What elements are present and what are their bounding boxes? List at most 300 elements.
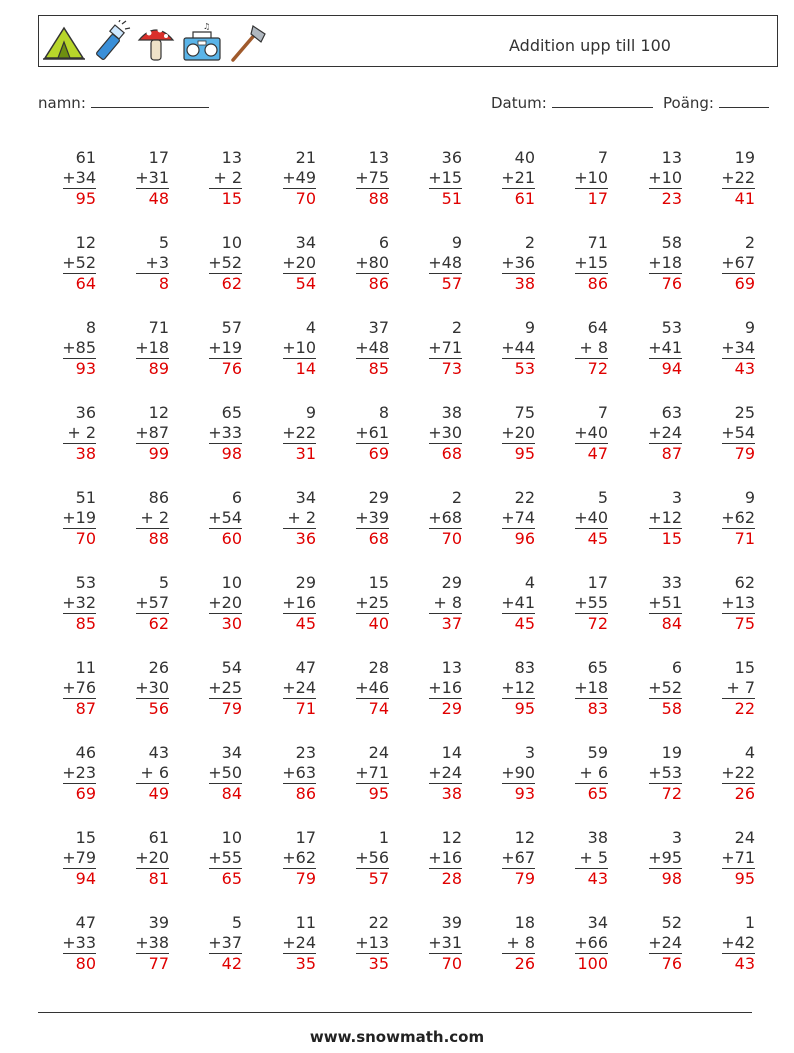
first-addend: 34 <box>221 743 242 762</box>
second-addend: +46 <box>355 678 389 697</box>
first-addend: 6 <box>671 658 682 677</box>
answer: 14 <box>283 358 316 378</box>
answer: 64 <box>63 273 96 293</box>
first-addend: 5 <box>597 488 608 507</box>
second-addend: +41 <box>501 593 535 612</box>
second-addend: +20 <box>282 253 316 272</box>
answer: 60 <box>209 528 242 548</box>
answer: 71 <box>283 698 316 718</box>
first-addend: 1 <box>744 913 755 932</box>
second-addend: +62 <box>282 848 316 867</box>
first-addend: 12 <box>75 233 96 252</box>
addition-problem <box>626 743 682 803</box>
first-addend: 15 <box>368 573 389 592</box>
first-addend: 17 <box>148 148 169 167</box>
answer: 36 <box>283 528 316 548</box>
addition-problem <box>333 913 389 973</box>
first-addend: 61 <box>148 828 169 847</box>
answer: 35 <box>356 953 389 973</box>
first-addend: 13 <box>661 148 682 167</box>
answer: 57 <box>356 868 389 888</box>
score-line <box>719 93 769 108</box>
score-label: Poäng: <box>663 94 714 112</box>
second-addend: +38 <box>135 933 169 952</box>
addition-problem <box>406 488 462 548</box>
second-addend: +52 <box>62 253 96 272</box>
addition-problem <box>113 573 169 633</box>
second-addend: +67 <box>501 848 535 867</box>
addition-problem <box>186 828 242 888</box>
answer: 75 <box>722 613 755 633</box>
answer: 38 <box>429 783 462 803</box>
second-addend: +80 <box>355 253 389 272</box>
second-addend: +40 <box>574 508 608 527</box>
addition-problem <box>552 488 608 548</box>
addition-problem <box>406 233 462 293</box>
first-addend: 5 <box>231 913 242 932</box>
first-addend: 10 <box>221 233 242 252</box>
answer: 43 <box>722 358 755 378</box>
first-addend: 33 <box>661 573 682 592</box>
first-addend: 13 <box>221 148 242 167</box>
addition-problem <box>699 148 755 208</box>
answer: 70 <box>283 188 316 208</box>
addition-problem <box>40 488 96 548</box>
answer: 69 <box>63 783 96 803</box>
answer: 43 <box>575 868 608 888</box>
answer: 93 <box>63 358 96 378</box>
addition-problem <box>113 318 169 378</box>
first-addend: 38 <box>587 828 608 847</box>
first-addend: 13 <box>441 658 462 677</box>
answer: 86 <box>283 783 316 803</box>
first-addend: 29 <box>441 573 462 592</box>
second-addend: +48 <box>428 253 462 272</box>
first-addend: 7 <box>597 148 608 167</box>
first-addend: 14 <box>441 743 462 762</box>
addition-problem <box>186 913 242 973</box>
first-addend: 34 <box>587 913 608 932</box>
second-addend: +10 <box>282 338 316 357</box>
second-addend: +16 <box>428 848 462 867</box>
second-addend: +20 <box>135 848 169 867</box>
first-addend: 58 <box>661 233 682 252</box>
first-addend: 19 <box>661 743 682 762</box>
first-addend: 28 <box>368 658 389 677</box>
second-addend: +22 <box>721 763 755 782</box>
answer: 72 <box>649 783 682 803</box>
addition-problem <box>699 573 755 633</box>
first-addend: 4 <box>524 573 535 592</box>
first-addend: 5 <box>158 573 169 592</box>
answer: 15 <box>209 188 242 208</box>
first-addend: 2 <box>451 318 462 337</box>
second-addend: +87 <box>135 423 169 442</box>
addition-problem <box>479 573 535 633</box>
first-addend: 65 <box>587 658 608 677</box>
answer: 77 <box>136 953 169 973</box>
addition-problem <box>479 913 535 973</box>
answer: 80 <box>63 953 96 973</box>
second-addend: +22 <box>721 168 755 187</box>
answer: 95 <box>722 868 755 888</box>
addition-problem <box>406 828 462 888</box>
answer: 38 <box>502 273 535 293</box>
first-addend: 9 <box>524 318 535 337</box>
answer: 65 <box>575 783 608 803</box>
first-addend: 65 <box>221 403 242 422</box>
first-addend: 53 <box>75 573 96 592</box>
second-addend: +16 <box>428 678 462 697</box>
second-addend: + 2 <box>213 168 242 187</box>
answer: 8 <box>136 273 169 293</box>
first-addend: 6 <box>378 233 389 252</box>
answer: 26 <box>722 783 755 803</box>
date-field[interactable] <box>491 93 653 112</box>
first-addend: 19 <box>734 148 755 167</box>
first-addend: 43 <box>148 743 169 762</box>
addition-problem <box>626 318 682 378</box>
first-addend: 8 <box>378 403 389 422</box>
addition-problem <box>626 828 682 888</box>
answer: 17 <box>575 188 608 208</box>
answer: 51 <box>429 188 462 208</box>
addition-problem <box>552 573 608 633</box>
addition-problem <box>406 913 462 973</box>
addition-problem <box>552 658 608 718</box>
addition-problem <box>40 828 96 888</box>
second-addend: +30 <box>428 423 462 442</box>
addition-problem <box>260 828 316 888</box>
second-addend: +24 <box>282 933 316 952</box>
second-addend: + 8 <box>579 338 608 357</box>
first-addend: 8 <box>85 318 96 337</box>
answer: 35 <box>283 953 316 973</box>
answer: 31 <box>283 443 316 463</box>
name-line <box>91 93 209 108</box>
second-addend: +19 <box>62 508 96 527</box>
addition-problem <box>626 488 682 548</box>
answer: 83 <box>575 698 608 718</box>
second-addend: +71 <box>355 763 389 782</box>
first-addend: 11 <box>75 658 96 677</box>
answer: 98 <box>649 868 682 888</box>
answer: 79 <box>283 868 316 888</box>
first-addend: 10 <box>221 828 242 847</box>
second-addend: + 2 <box>140 508 169 527</box>
first-addend: 12 <box>148 403 169 422</box>
first-addend: 39 <box>148 913 169 932</box>
addition-problem <box>113 148 169 208</box>
addition-problem <box>40 913 96 973</box>
answer: 69 <box>722 273 755 293</box>
second-addend: +33 <box>62 933 96 952</box>
addition-problem <box>479 488 535 548</box>
first-addend: 23 <box>295 743 316 762</box>
addition-problem <box>186 148 242 208</box>
first-addend: 17 <box>295 828 316 847</box>
answer: 45 <box>575 528 608 548</box>
second-addend: +61 <box>355 423 389 442</box>
addition-problem <box>699 658 755 718</box>
answer: 42 <box>209 953 242 973</box>
addition-problem <box>699 318 755 378</box>
second-addend: +30 <box>135 678 169 697</box>
first-addend: 5 <box>158 233 169 252</box>
first-addend: 3 <box>671 488 682 507</box>
addition-problem <box>260 573 316 633</box>
answer: 62 <box>209 273 242 293</box>
second-addend: +41 <box>648 338 682 357</box>
answer: 58 <box>649 698 682 718</box>
second-addend: +21 <box>501 168 535 187</box>
second-addend: +51 <box>648 593 682 612</box>
second-addend: +74 <box>501 508 535 527</box>
first-addend: 13 <box>368 148 389 167</box>
addition-problem <box>260 148 316 208</box>
addition-problem <box>40 743 96 803</box>
answer: 85 <box>356 358 389 378</box>
first-addend: 75 <box>514 403 535 422</box>
first-addend: 15 <box>734 658 755 677</box>
first-addend: 26 <box>148 658 169 677</box>
addition-problem <box>186 573 242 633</box>
second-addend: +67 <box>721 253 755 272</box>
answer: 100 <box>575 953 608 973</box>
header-box <box>38 15 778 67</box>
answer: 88 <box>356 188 389 208</box>
first-addend: 6 <box>231 488 242 507</box>
worksheet-title: Addition upp till 100 <box>509 36 671 55</box>
date-line <box>552 93 653 108</box>
answer: 72 <box>575 358 608 378</box>
second-addend: +25 <box>355 593 389 612</box>
answer: 76 <box>649 953 682 973</box>
first-addend: 2 <box>744 233 755 252</box>
addition-problem <box>406 743 462 803</box>
answer: 69 <box>356 443 389 463</box>
addition-problem <box>40 658 96 718</box>
answer: 99 <box>136 443 169 463</box>
second-addend: +42 <box>721 933 755 952</box>
radio-icon <box>181 20 223 64</box>
addition-problem <box>186 233 242 293</box>
answer: 87 <box>649 443 682 463</box>
first-addend: 24 <box>368 743 389 762</box>
second-addend: +19 <box>208 338 242 357</box>
first-addend: 52 <box>661 913 682 932</box>
addition-problem <box>260 743 316 803</box>
answer: 29 <box>429 698 462 718</box>
second-addend: +55 <box>208 848 242 867</box>
answer: 88 <box>136 528 169 548</box>
addition-problem <box>699 743 755 803</box>
first-addend: 4 <box>744 743 755 762</box>
second-addend: +49 <box>282 168 316 187</box>
second-addend: +56 <box>355 848 389 867</box>
addition-problem <box>113 233 169 293</box>
addition-problem <box>626 403 682 463</box>
answer: 61 <box>502 188 535 208</box>
answer: 95 <box>502 443 535 463</box>
second-addend: +12 <box>501 678 535 697</box>
second-addend: +3 <box>145 253 169 272</box>
second-addend: +18 <box>648 253 682 272</box>
addition-problem <box>260 913 316 973</box>
addition-problem <box>260 403 316 463</box>
footer-url: www.snowmath.com <box>309 1028 485 1046</box>
answer: 38 <box>63 443 96 463</box>
addition-problem <box>479 233 535 293</box>
addition-problem <box>552 233 608 293</box>
first-addend: 63 <box>661 403 682 422</box>
addition-problem <box>479 828 535 888</box>
addition-problem <box>40 573 96 633</box>
first-addend: 1 <box>378 828 389 847</box>
answer: 95 <box>63 188 96 208</box>
second-addend: +24 <box>648 423 682 442</box>
second-addend: +20 <box>501 423 535 442</box>
answer: 74 <box>356 698 389 718</box>
addition-problem <box>260 488 316 548</box>
answer: 43 <box>722 953 755 973</box>
second-addend: +18 <box>574 678 608 697</box>
answer: 73 <box>429 358 462 378</box>
addition-problem <box>406 318 462 378</box>
second-addend: +54 <box>721 423 755 442</box>
second-addend: +71 <box>428 338 462 357</box>
first-addend: 34 <box>295 488 316 507</box>
second-addend: +12 <box>648 508 682 527</box>
first-addend: 9 <box>305 403 316 422</box>
answer: 79 <box>722 443 755 463</box>
footer-divider <box>38 1012 752 1013</box>
answer: 95 <box>356 783 389 803</box>
answer: 84 <box>209 783 242 803</box>
answer: 23 <box>649 188 682 208</box>
addition-problem <box>699 403 755 463</box>
addition-problem <box>699 488 755 548</box>
answer: 53 <box>502 358 535 378</box>
second-addend: +16 <box>282 593 316 612</box>
first-addend: 24 <box>734 828 755 847</box>
answer: 79 <box>209 698 242 718</box>
second-addend: +18 <box>135 338 169 357</box>
addition-problem <box>552 318 608 378</box>
name-field[interactable] <box>38 93 209 112</box>
first-addend: 46 <box>75 743 96 762</box>
second-addend: +62 <box>721 508 755 527</box>
answer: 79 <box>502 868 535 888</box>
second-addend: +24 <box>282 678 316 697</box>
second-addend: +71 <box>721 848 755 867</box>
answer: 68 <box>429 443 462 463</box>
first-addend: 38 <box>441 403 462 422</box>
second-addend: +24 <box>428 763 462 782</box>
second-addend: +10 <box>574 168 608 187</box>
first-addend: 34 <box>295 233 316 252</box>
first-addend: 61 <box>75 148 96 167</box>
first-addend: 2 <box>524 233 535 252</box>
second-addend: +13 <box>355 933 389 952</box>
first-addend: 51 <box>75 488 96 507</box>
second-addend: +34 <box>721 338 755 357</box>
addition-problem <box>479 658 535 718</box>
answer: 70 <box>429 528 462 548</box>
addition-problem <box>406 148 462 208</box>
first-addend: 18 <box>514 913 535 932</box>
addition-problem <box>333 403 389 463</box>
svg-text:♫: ♫ <box>203 22 211 31</box>
second-addend: + 6 <box>579 763 608 782</box>
second-addend: +57 <box>135 593 169 612</box>
second-addend: +63 <box>282 763 316 782</box>
answer: 62 <box>136 613 169 633</box>
addition-problem <box>333 658 389 718</box>
answer: 87 <box>63 698 96 718</box>
addition-problem <box>699 828 755 888</box>
second-addend: +37 <box>208 933 242 952</box>
second-addend: +23 <box>62 763 96 782</box>
second-addend: +52 <box>648 678 682 697</box>
first-addend: 71 <box>587 233 608 252</box>
addition-problem <box>333 488 389 548</box>
second-addend: +50 <box>208 763 242 782</box>
first-addend: 47 <box>75 913 96 932</box>
second-addend: +66 <box>574 933 608 952</box>
addition-problem <box>113 403 169 463</box>
first-addend: 62 <box>734 573 755 592</box>
second-addend: +44 <box>501 338 535 357</box>
answer: 76 <box>649 273 682 293</box>
first-addend: 59 <box>587 743 608 762</box>
second-addend: + 5 <box>579 848 608 867</box>
second-addend: +95 <box>648 848 682 867</box>
first-addend: 11 <box>295 913 316 932</box>
first-addend: 86 <box>148 488 169 507</box>
first-addend: 3 <box>671 828 682 847</box>
flashlight-icon <box>89 20 131 64</box>
second-addend: +68 <box>428 508 462 527</box>
first-addend: 17 <box>587 573 608 592</box>
answer: 71 <box>722 528 755 548</box>
second-addend: +39 <box>355 508 389 527</box>
addition-problem <box>626 913 682 973</box>
addition-problem <box>113 913 169 973</box>
answer: 85 <box>63 613 96 633</box>
addition-problem <box>406 573 462 633</box>
answer: 94 <box>63 868 96 888</box>
date-label: Datum: <box>491 94 547 112</box>
second-addend: +40 <box>574 423 608 442</box>
addition-problem <box>40 233 96 293</box>
first-addend: 15 <box>75 828 96 847</box>
addition-problem <box>113 488 169 548</box>
second-addend: + 2 <box>287 508 316 527</box>
first-addend: 53 <box>661 318 682 337</box>
addition-problem <box>552 913 608 973</box>
addition-problem <box>113 743 169 803</box>
second-addend: +20 <box>208 593 242 612</box>
score-field[interactable] <box>663 93 769 112</box>
answer: 96 <box>502 528 535 548</box>
addition-problem <box>626 658 682 718</box>
second-addend: +10 <box>648 168 682 187</box>
addition-problem <box>186 318 242 378</box>
second-addend: +32 <box>62 593 96 612</box>
answer: 89 <box>136 358 169 378</box>
second-addend: +54 <box>208 508 242 527</box>
